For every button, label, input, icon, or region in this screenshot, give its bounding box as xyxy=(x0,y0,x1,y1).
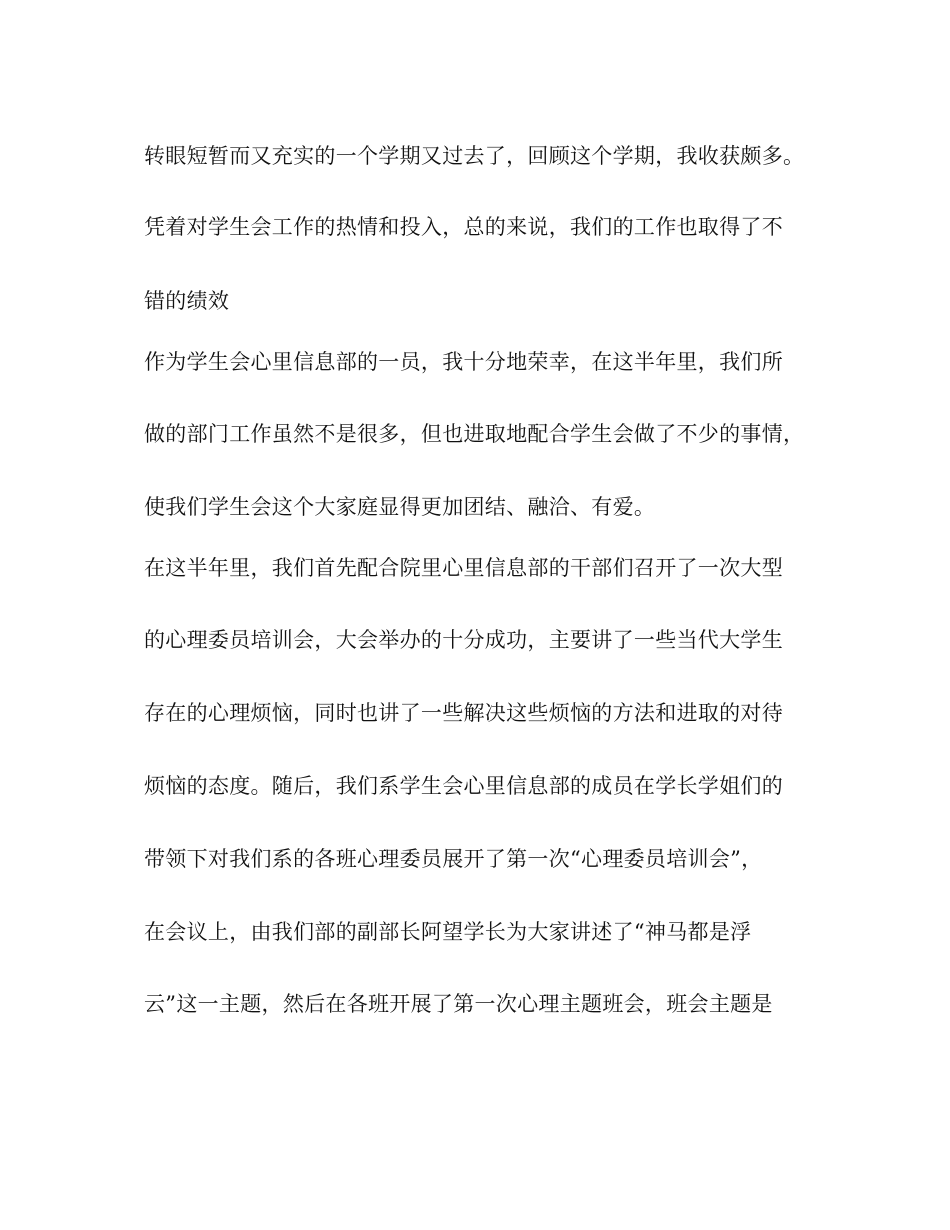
text-line: 带领下对我们系的各班心理委员展开了第一次“心理委员培训会”， xyxy=(144,847,763,871)
text-line: 的心理委员培训会，大会举办的十分成功，主要讲了一些当代大学生 xyxy=(144,628,783,652)
text-line: 在会议上，由我们部的副部长阿望学长为大家讲述了“神马都是浮 xyxy=(144,920,752,944)
text-line: 作为学生会心里信息部的一员，我十分地荣幸，在这半年里，我们所 xyxy=(144,350,783,374)
text-line: 云”这一主题，然后在各班开展了第一次心理主题班会，班会主题是 xyxy=(144,992,773,1016)
text-line: 做的部门工作虽然不是很多，但也进取地配合学生会做了不少的事情， xyxy=(144,422,805,446)
text-line: 烦恼的态度。随后，我们系学生会心里信息部的成员在学长学姐们的 xyxy=(144,774,783,798)
text-line: 在这半年里，我们首先配合院里心里信息部的干部们召开了一次大型 xyxy=(144,556,783,580)
text-line: 转眼短暂而又充实的一个学期又过去了，回顾这个学期，我收获颇多。 xyxy=(144,144,805,168)
text-line: 错的绩效 xyxy=(144,289,230,313)
text-line: 使我们学生会这个大家庭显得更加团结、融洽、有爱。 xyxy=(144,495,656,519)
text-line: 存在的心理烦恼，同时也讲了一些解决这些烦恼的方法和进取的对待 xyxy=(144,701,783,725)
text-line: 凭着对学生会工作的热情和投入，总的来说，我们的工作也取得了不 xyxy=(144,215,783,239)
